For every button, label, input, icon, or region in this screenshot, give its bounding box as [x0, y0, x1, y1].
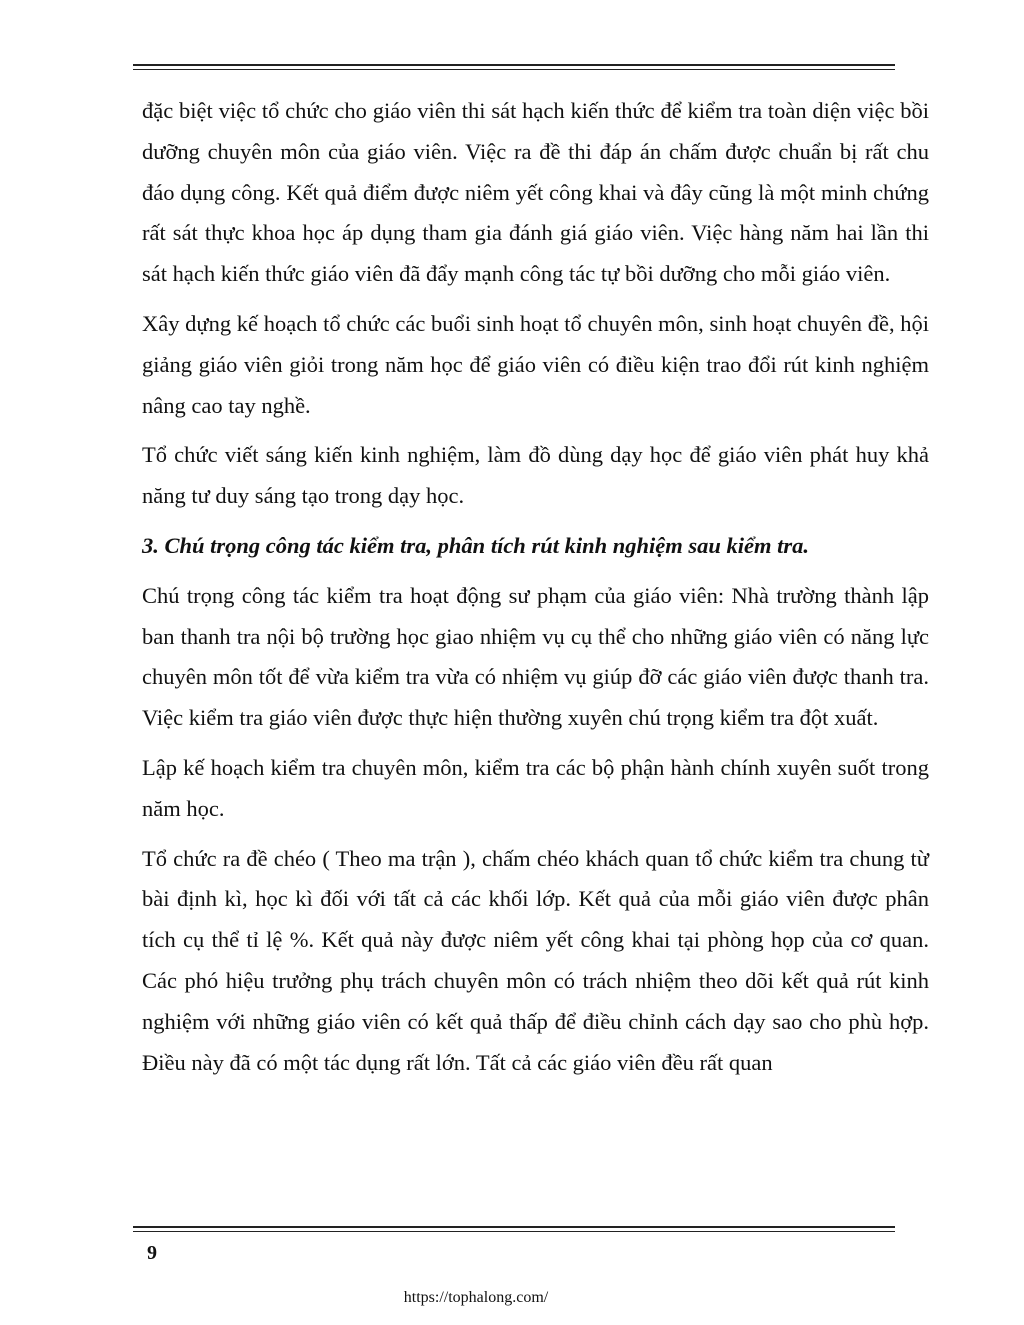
paragraph: đặc biệt việc tổ chức cho giáo viên thi sát hạch kiến thức để kiểm tra toàn diện việc bồi dưỡng chuyên môn của giáo viên. Việc ra đề thi đáp án chấm được chuẩn bị rất chu đáo dụng công. Kết quả điểm được niêm yết công khai và đây cũng là một minh chứng rất sát thực khoa học áp dụng tham gia đánh giá giáo viên. Việc hàng năm hai lần thi sát hạch kiến thức giáo viên đã đẩy mạnh công tác tự bồi dưỡng cho mỗi giáo viên.: [142, 98, 929, 287]
paragraph: Chú trọng công tác kiểm tra hoạt động sư phạm của giáo viên: Nhà trường thành lập ban thanh tra nội bộ trường học giao nhiệm vụ cụ thể cho những giáo viên có năng lực chuyên môn tốt để vừa kiểm tra vừa có nhiệm vụ giúp đỡ các giáo viên được thanh tra. Việc kiểm tra giáo viên được thực hiện thường xuyên chú trọng kiểm tra đột xuất.: [142, 582, 929, 731]
footer-rule: [133, 1226, 895, 1230]
paragraph: Tổ chức viết sáng kiến kinh nghiệm, làm đồ dùng dạy học để giáo viên phát huy khả năng tư duy sáng tạo trong dạy học.: [142, 442, 929, 509]
page-number: 9: [147, 1242, 157, 1264]
paragraph: Lập kế hoạch kiểm tra chuyên môn, kiểm tra các bộ phận hành chính xuyên suốt trong năm học.: [142, 754, 929, 821]
document-body: [142, 91, 929, 1092]
paragraph: Tổ chức ra đề chéo ( Theo ma trận ), chấm chéo khách quan tổ chức kiểm tra chung từ bài định kì, học kì đối với tất cả các khối lớp. Kết quả của mỗi giáo viên được phân tích cụ thể tỉ lệ %. Kết quả này được niêm yết công khai tại phòng họp của cơ quan. Các phó hiệu trưởng phụ trách chuyên môn có trách nhiệm theo dõi kết quả rút kinh nghiệm với những giáo viên có kết quả thấp để điều chỉnh cách dạy sao cho phù hợp. Điều này đã có một tác dụng rất lớn. Tất cả các giáo viên đều rất quan: [142, 845, 929, 1075]
header-rule: [133, 64, 895, 68]
paragraph: Xây dựng kế hoạch tổ chức các buổi sinh hoạt tổ chuyên môn, sinh hoạt chuyên đề, hội giảng giáo viên giỏi trong năm học để giáo viên có điều kiện trao đổi rút kinh nghiệm nâng cao tay nghề.: [142, 310, 929, 418]
section-heading: 3. Chú trọng công tác kiểm tra, phân tích rút kinh nghiệm sau kiểm tra.: [142, 532, 810, 558]
footer-url[interactable]: https://tophalong.com/: [403, 1289, 549, 1306]
